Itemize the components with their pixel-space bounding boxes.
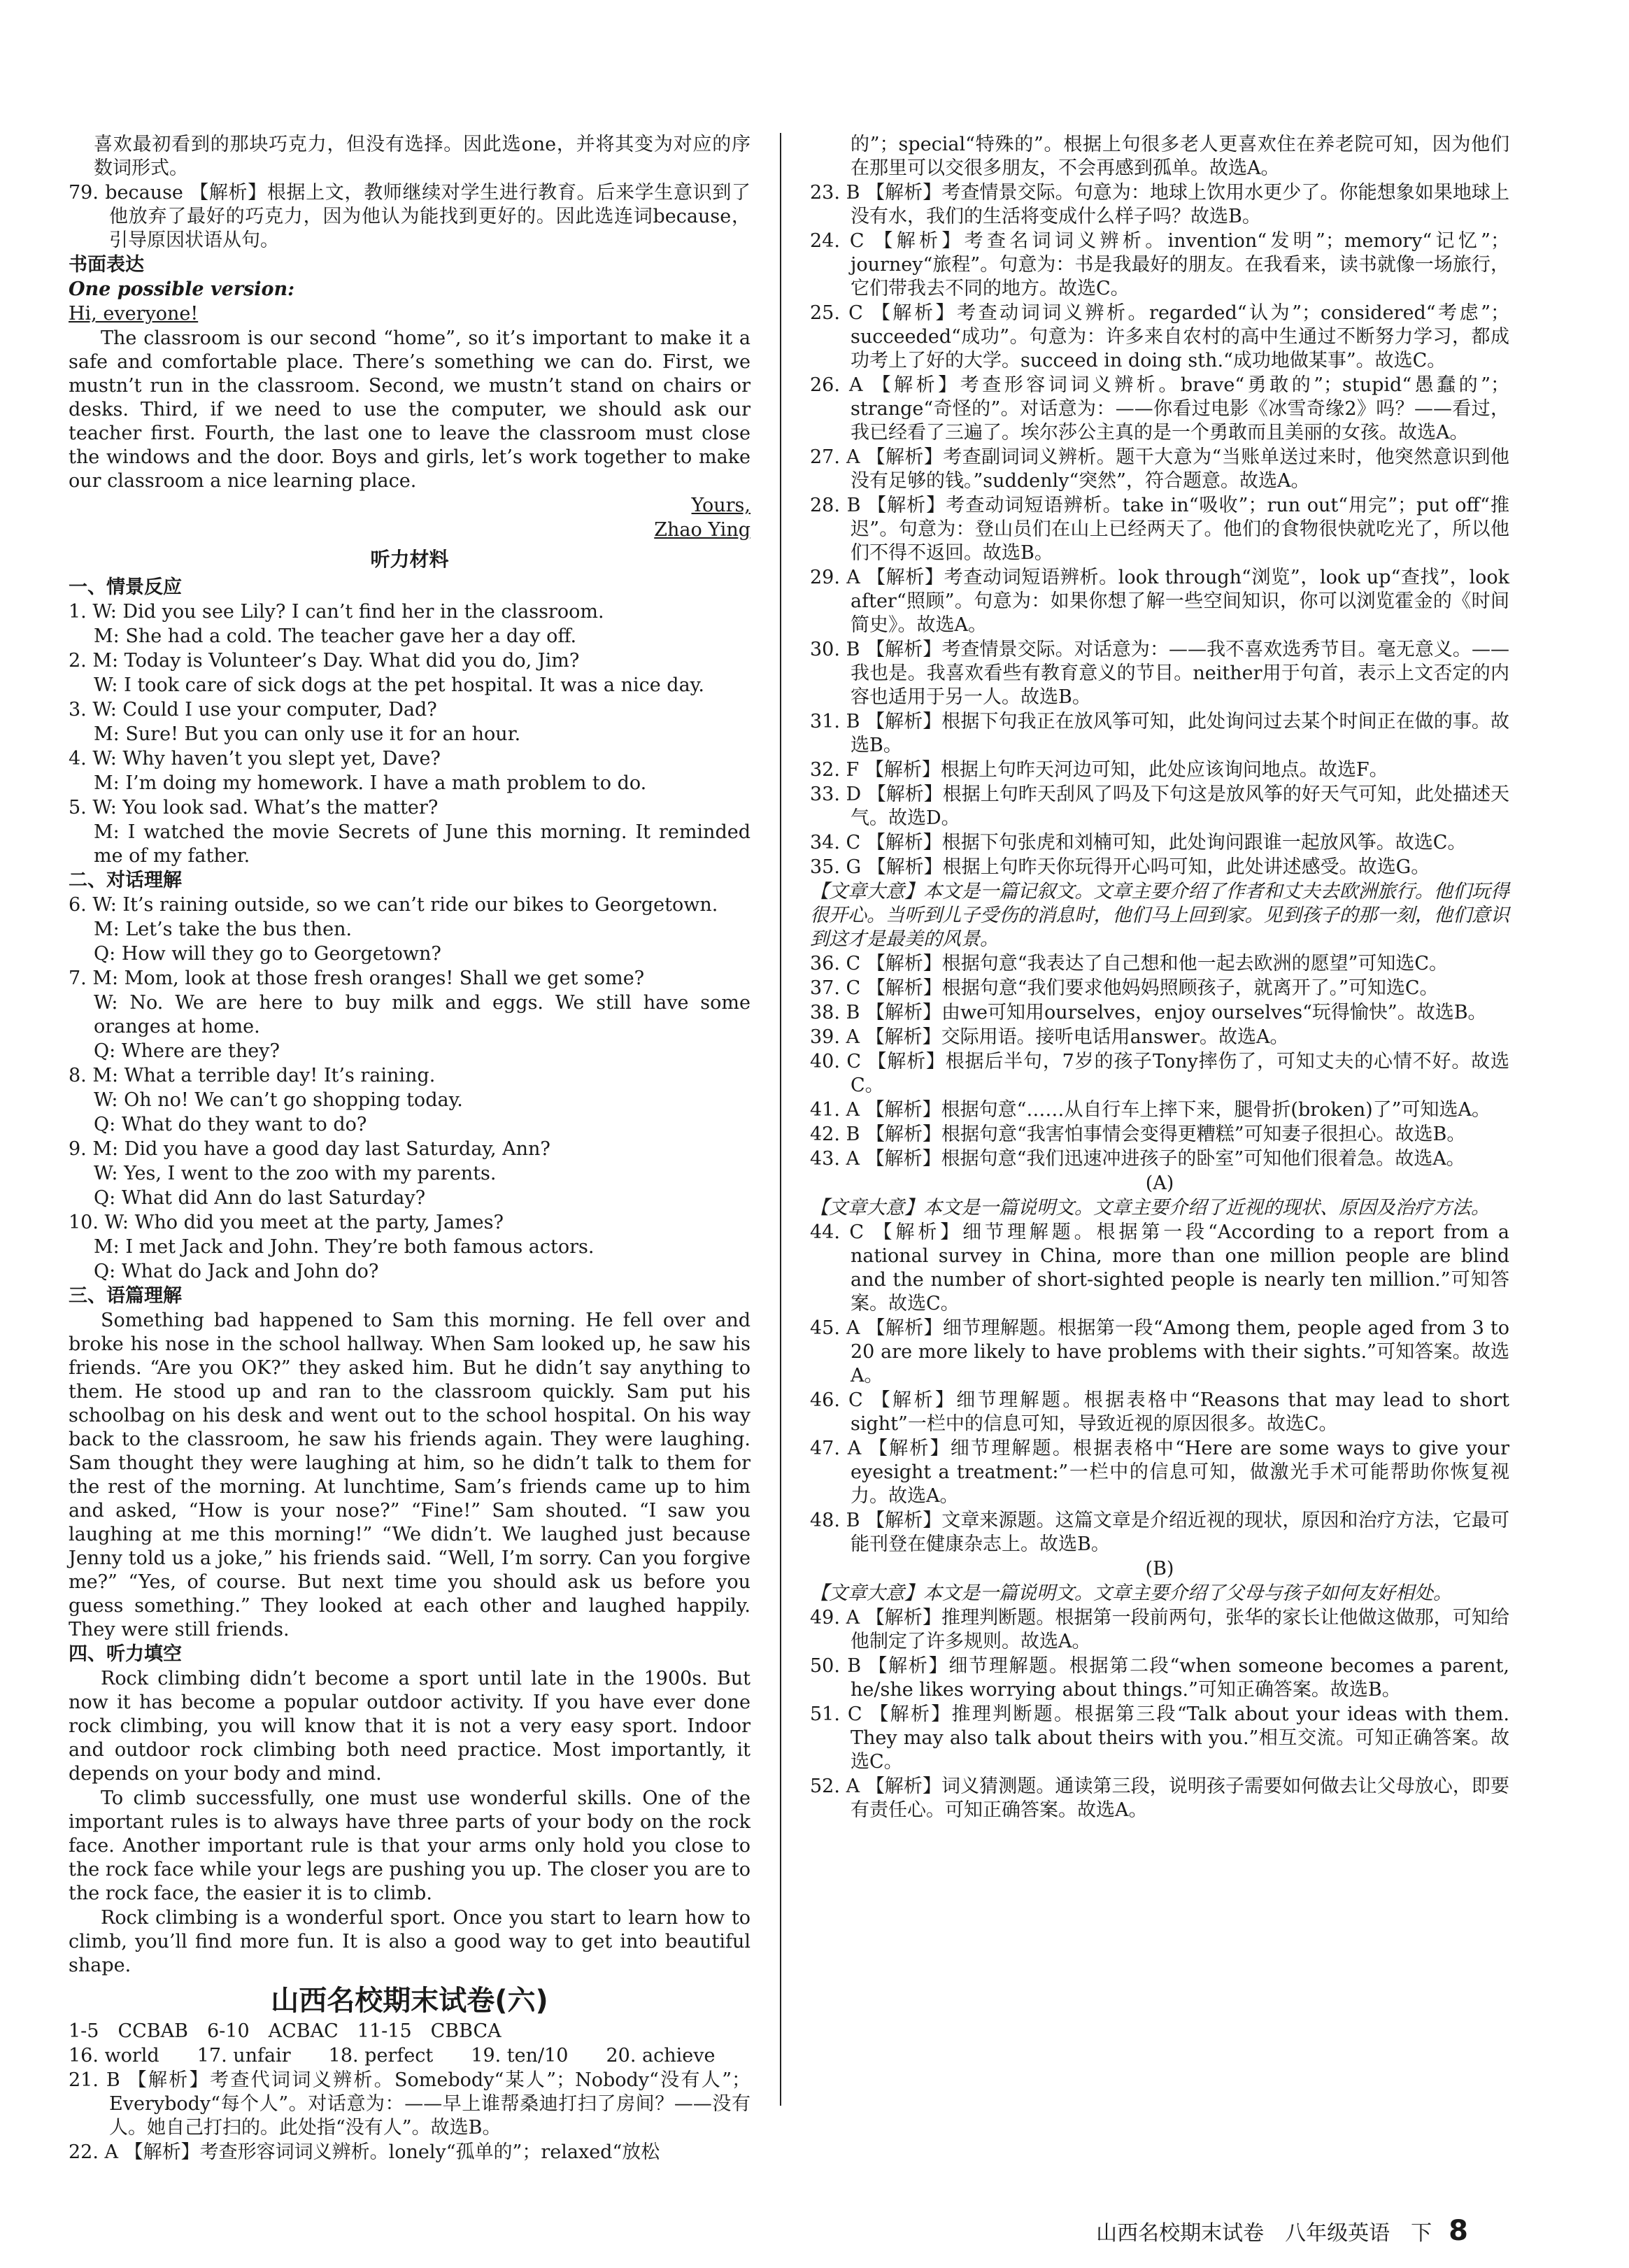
- right-paragraph: 30. B 【解析】考查情景交际。对话意为：——我不喜欢选秀节目。毫无意义。——我也是。我喜欢看些有教育意义的节目。neither用于句首，表示上文否定的内容也适用于另一人。故选B。: [810, 639, 1509, 708]
- right-paragraph: 44. C 【解析】细节理解题。根据第一段“According to a report from a national survey in China, more than one million people are blind and the number of short-sighted people is nearly ten million.”可知答案。故选C。: [810, 1221, 1509, 1314]
- left-paragraph: 21. B 【解析】考查代词词义辨析。Somebody“某人”；Nobody“没有人”；Everybody“每个人”。对话意为：——早上谁帮桑迪打扫了房间？——没有人。她自己打扫的。此处指“没有人”。故选B。: [69, 2069, 751, 2139]
- right-paragraph: 42. B 【解析】根据句意“我害怕事情会变得更糟糕”可知妻子很担心。故选B。: [810, 1124, 1466, 1145]
- left-paragraph: Rock climbing didn’t become a sport until late in the 1900s. But now it has become a popular outdoor activity. If you have ever done rock climbing, you will know that it is not a very easy sport. Indoor and outdoor rock climbing both need practice. Most importantly, it depends on your body and mind.: [69, 1668, 751, 1785]
- right-paragraph: 51. C 【解析】推理判断题。根据第三段“Talk about your ideas with them. They may also talk about theirs with you.”相互交流。可知正确答案。故选C。: [810, 1703, 1509, 1773]
- left-paragraph: 2. M: Today is Volunteer’s Day. What did you do, Jim?: [69, 650, 580, 672]
- right-paragraph: 36. C 【解析】根据句意“我表达了自己想和他一起去欧洲的愿望”可知选C。: [810, 953, 1449, 974]
- right-paragraph: 27. A 【解析】考查副词词义辨析。题干大意为“当账单送过来时，他突然意识到他没有足够的钱。”suddenly“突然”，符合题意。故选A。: [810, 446, 1509, 492]
- right-paragraph: 35. G 【解析】根据上句昨天你玩得开心吗可知，此处讲述感受。故选G。: [810, 856, 1430, 878]
- left-paragraph: M: Sure! But you can only use it for an hour.: [94, 723, 521, 745]
- right-paragraph: (A): [1145, 1172, 1174, 1194]
- left-paragraph: To climb successfully, one must use wonderful skills. One of the important rules is to always have three parts of your body on the rock face. Another important rule is that your arms only hold you close to the rock face while your legs are pushing you up. The closer you are to the rock face, the easier it is to climb.: [69, 1787, 751, 1904]
- right-paragraph: 41. A 【解析】根据句意“……从自行车上摔下来，腿骨折(broken)了”可知选A。: [810, 1099, 1491, 1121]
- left-paragraph: Q: What do Jack and John do?: [94, 1261, 379, 1282]
- left-paragraph: Q: What do they want to do?: [94, 1114, 367, 1135]
- right-paragraph: 26. A 【解析】考查形容词词义辨析。brave“勇敢的”；stupid“愚蠢的”；strange“奇怪的”。对话意为：——你看过电影《冰雪奇缘2》吗？——看过，我已经看了三遍了。埃尔莎公主真的是一个勇敢而且美丽的女孩。故选A。: [810, 374, 1509, 444]
- right-paragraph: 45. A 【解析】细节理解题。根据第一段“Among them, people aged from 3 to 20 are more likely to have problems with their sights.”可知答案。故选A。: [810, 1317, 1509, 1387]
- left-paragraph: 8. M: What a terrible day! It’s raining.: [69, 1065, 436, 1086]
- right-paragraph: 46. C 【解析】细节理解题。根据表格中“Reasons that may lead to short sight”一栏中的信息可知，导致近视的原因很多。故选C。: [810, 1389, 1509, 1435]
- right-paragraph: 28. B 【解析】考查动词短语辨析。take in“吸收”；run out“用完”；put off“推迟”。句意为：登山员们在山上已经两天了。他们的食物很快就吃光了，所以他们不得不返回。故选B。: [810, 495, 1509, 564]
- right-paragraph: 50. B 【解析】细节理解题。根据第二段“when someone becomes a parent, he/she likes worrying about things.”可知正确答案。故选B。: [810, 1655, 1509, 1701]
- left-paragraph: One possible version:: [69, 278, 295, 300]
- right-column: [810, 133, 1509, 1823]
- left-paragraph: Rock climbing is a wonderful sport. Once you start to learn how to climb, you’ll find more fun. It is also a good way to get into beautiful shape.: [69, 1907, 751, 1976]
- right-paragraph: 【文章大意】本文是一篇说明文。文章主要介绍了近视的现状、原因及治疗方法。: [810, 1197, 1490, 1219]
- right-paragraph: 29. A 【解析】考查动词短语辨析。look through“浏览”，look up“查找”，look after“照顾”。句意为：如果你想了解一些空间知识，你可以浏览霍金的《时间简史》。故选A。: [810, 567, 1509, 636]
- right-paragraph: 47. A 【解析】细节理解题。根据表格中“Here are some ways to give your eyesight a treatment:”一栏中的信息可知，做激光手术可能帮助你恢复视力。故选A。: [810, 1438, 1509, 1507]
- left-paragraph: 书面表达: [69, 254, 144, 276]
- left-paragraph: The classroom is our second “home”, so it’s important to make it a safe and comfortable place. There’s something we can do. First, we mustn’t run in the classroom. Second, we mustn’t stand on chairs or desks. Third, if we need to use the computer, we should ask our teacher first. Fourth, the last one to leave the classroom must close the windows and the door. Boys and girls, let’s work together to make our classroom a nice learning place.: [69, 327, 751, 492]
- left-paragraph: M: I’m doing my homework. I have a math problem to do.: [94, 772, 647, 794]
- right-paragraph: 23. B 【解析】考查情景交际。句意为：地球上饮用水更少了。你能想象如果地球上没有水，我们的生活将变成什么样子吗？故选B。: [810, 182, 1509, 227]
- left-paragraph: 1-5 CCBAB 6-10 ACBAC 11-15 CBBCA: [69, 2020, 501, 2042]
- right-paragraph: 33. D 【解析】根据上句昨天刮风了吗及下句这是放风筝的好天气可知，此处描述天气。故选D。: [810, 784, 1509, 829]
- left-paragraph: Q: Where are they?: [94, 1040, 280, 1062]
- right-paragraph: 43. A 【解析】根据句意“我们迅速冲进孩子的卧室”可知他们很着急。故选A。: [810, 1148, 1465, 1170]
- left-paragraph: 22. A 【解析】考查形容词词义辨析。lonely“孤单的”；relaxed“放松: [69, 2141, 660, 2163]
- left-paragraph: 79. because 【解析】根据上文，教师继续对学生进行教育。后来学生意识到了他放弃了最好的巧克力，因为他认为能找到更好的。因此选连词because，引导原因状语从句。: [69, 182, 751, 251]
- right-paragraph: 31. B 【解析】根据下句我正在放风筝可知，此处询问过去某个时间正在做的事。故选B。: [810, 711, 1509, 756]
- left-paragraph: 一、情景反应: [69, 576, 182, 598]
- left-paragraph: M: Let’s take the bus then.: [94, 919, 353, 940]
- left-paragraph: W: Oh no! We can’t go shopping today.: [94, 1089, 463, 1111]
- right-paragraph: 38. B 【解析】由we可知用ourselves，enjoy ourselves“玩得愉快”。故选B。: [810, 1002, 1487, 1023]
- left-paragraph: 1. W: Did you see Lily? I can’t find her in the classroom.: [69, 601, 604, 623]
- right-paragraph: 34. C 【解析】根据下句张虎和刘楠可知，此处询问跟谁一起放风筝。故选C。: [810, 832, 1467, 853]
- right-paragraph: 39. A 【解析】交际用语。接听电话用answer。故选A。: [810, 1026, 1289, 1048]
- left-paragraph: 4. W: Why haven’t you slept yet, Dave?: [69, 748, 441, 770]
- left-paragraph: Q: What did Ann do last Saturday?: [94, 1187, 426, 1209]
- left-paragraph: 3. W: Could I use your computer, Dad?: [69, 699, 437, 721]
- left-paragraph: Yours,: [691, 495, 751, 516]
- left-paragraph: W: Yes, I went to the zoo with my parents.: [94, 1163, 497, 1184]
- left-paragraph: 10. W: Who did you meet at the party, James?: [69, 1212, 504, 1233]
- left-paragraph: 四、听力填空: [69, 1643, 182, 1665]
- left-paragraph: 9. M: Did you have a good day last Saturday, Ann?: [69, 1138, 550, 1160]
- page-number: 8: [1449, 2215, 1468, 2247]
- left-paragraph: M: She had a cold. The teacher gave her a day off.: [94, 625, 577, 647]
- left-paragraph: 二、对话理解: [69, 870, 182, 891]
- right-paragraph: 40. C 【解析】根据后半句，7岁的孩子Tony摔伤了，可知丈夫的心情不好。故选C。: [810, 1051, 1509, 1096]
- footer-title: 山西名校期末试卷 八年级英语 下: [1096, 2221, 1432, 2246]
- right-paragraph: 52. A 【解析】词义猜测题。通读第三段，说明孩子需要如何做去让父母放心，即要有责任心。可知正确答案。故选A。: [810, 1776, 1509, 1821]
- left-paragraph: Zhao Ying: [654, 519, 751, 541]
- left-paragraph: 山西名校期末试卷(六): [271, 1985, 548, 2017]
- right-paragraph: 【文章大意】本文是一篇说明文。文章主要介绍了父母与孩子如何友好相处。: [810, 1582, 1452, 1604]
- left-paragraph: 5. W: You look sad. What’s the matter?: [69, 797, 439, 818]
- left-paragraph: 三、语篇理解: [69, 1285, 182, 1307]
- left-paragraph: M: I met Jack and John. They’re both famous actors.: [94, 1236, 595, 1258]
- left-paragraph: 7. M: Mom, look at those fresh oranges! Shall we get some?: [69, 968, 645, 989]
- left-paragraph: 听力材料: [370, 548, 449, 571]
- right-paragraph: 25. C 【解析】考查动词词义辨析。regarded“认为”；considered“考虑”；succeeded“成功”。句意为：许多来自农村的高中生通过不断努力学习，都成功考上了好的大学。succeed in doing sth.“成功地做某事”。故选C。: [810, 302, 1509, 371]
- right-paragraph: 32. F 【解析】根据上句昨天河边可知，此处应该询问地点。故选F。: [810, 759, 1388, 781]
- left-paragraph: 16. world 17. unfair 18. perfect 19. ten/10 20. achieve: [69, 2045, 716, 2067]
- left-paragraph: Q: How will they go to Georgetown?: [94, 943, 441, 965]
- right-paragraph: 48. B 【解析】文章来源题。这篇文章是介绍近视的现状，原因和治疗方法，它最可能刊登在健康杂志上。故选B。: [810, 1510, 1509, 1555]
- left-paragraph: W: No. We are here to buy milk and eggs. We still have some oranges at home.: [94, 992, 751, 1037]
- right-paragraph: 49. A 【解析】推理判断题。根据第一段前两句，张华的家长让他做这做那，可知给他制定了许多规则。故选A。: [810, 1607, 1509, 1652]
- left-paragraph: 喜欢最初看到的那块巧克力，但没有选择。因此选one，并将其变为对应的序数词形式。: [94, 134, 751, 179]
- right-paragraph: 的”；special“特殊的”。根据上句很多老人更喜欢住在养老院可知，因为他们在那里可以交很多朋友，不会再感到孤单。故选A。: [851, 134, 1509, 179]
- left-paragraph: Hi, everyone!: [69, 303, 199, 325]
- page-footer: [1096, 2215, 1468, 2247]
- left-column: [69, 133, 751, 2165]
- left-paragraph: Something bad happened to Sam this morning. He fell over and broke his nose in the school hallway. When Sam looked up, he saw his friends. “Are you OK?” they asked him. But he didn’t say anything to them. He stood up and ran to the classroom quickly. Sam put his schoolbag on his desk and went out to the school hospital. On his way back to the classroom, he saw his friends again. They were laughing. Sam thought they were laughing at him, so he didn’t talk to them for the rest of the morning. At lunchtime, Sam’s friends came up to him and asked, “How is your nose?” “Fine!” Sam shouted. “I saw you laughing at me this morning!” “We didn’t. We laughed just because Jenny told us a joke,” his friends said. “Well, I’m sorry. Can you forgive me?” “Yes, of course. But next time you should ask us before you guess something.” They looked at each other and laughed happily. They were still friends.: [69, 1310, 751, 1640]
- column-divider: [780, 133, 781, 2106]
- right-paragraph: (B): [1145, 1558, 1174, 1580]
- right-paragraph: 【文章大意】本文是一篇记叙文。文章主要介绍了作者和丈夫去欧洲旅行。他们玩得很开心。当听到儿子受伤的消息时，他们马上回到家。见到孩子的那一刻，他们意识到这才是最美的风景。: [810, 881, 1509, 950]
- left-paragraph: W: I took care of sick dogs at the pet hospital. It was a nice day.: [94, 674, 704, 696]
- left-paragraph: 6. W: It’s raining outside, so we can’t ride our bikes to Georgetown.: [69, 894, 718, 916]
- left-paragraph: M: I watched the movie Secrets of June this morning. It reminded me of my father.: [94, 821, 751, 867]
- right-paragraph: 24. C 【解析】考查名词词义辨析。invention“发明”；memory“记忆”；journey“旅程”。句意为：书是我最好的朋友。在我看来，读书就像一场旅行，它们带我去不同的地方。故选C。: [810, 230, 1509, 299]
- right-paragraph: 37. C 【解析】根据句意“我们要求他妈妈照顾孩子，就离开了。”可知选C。: [810, 977, 1439, 999]
